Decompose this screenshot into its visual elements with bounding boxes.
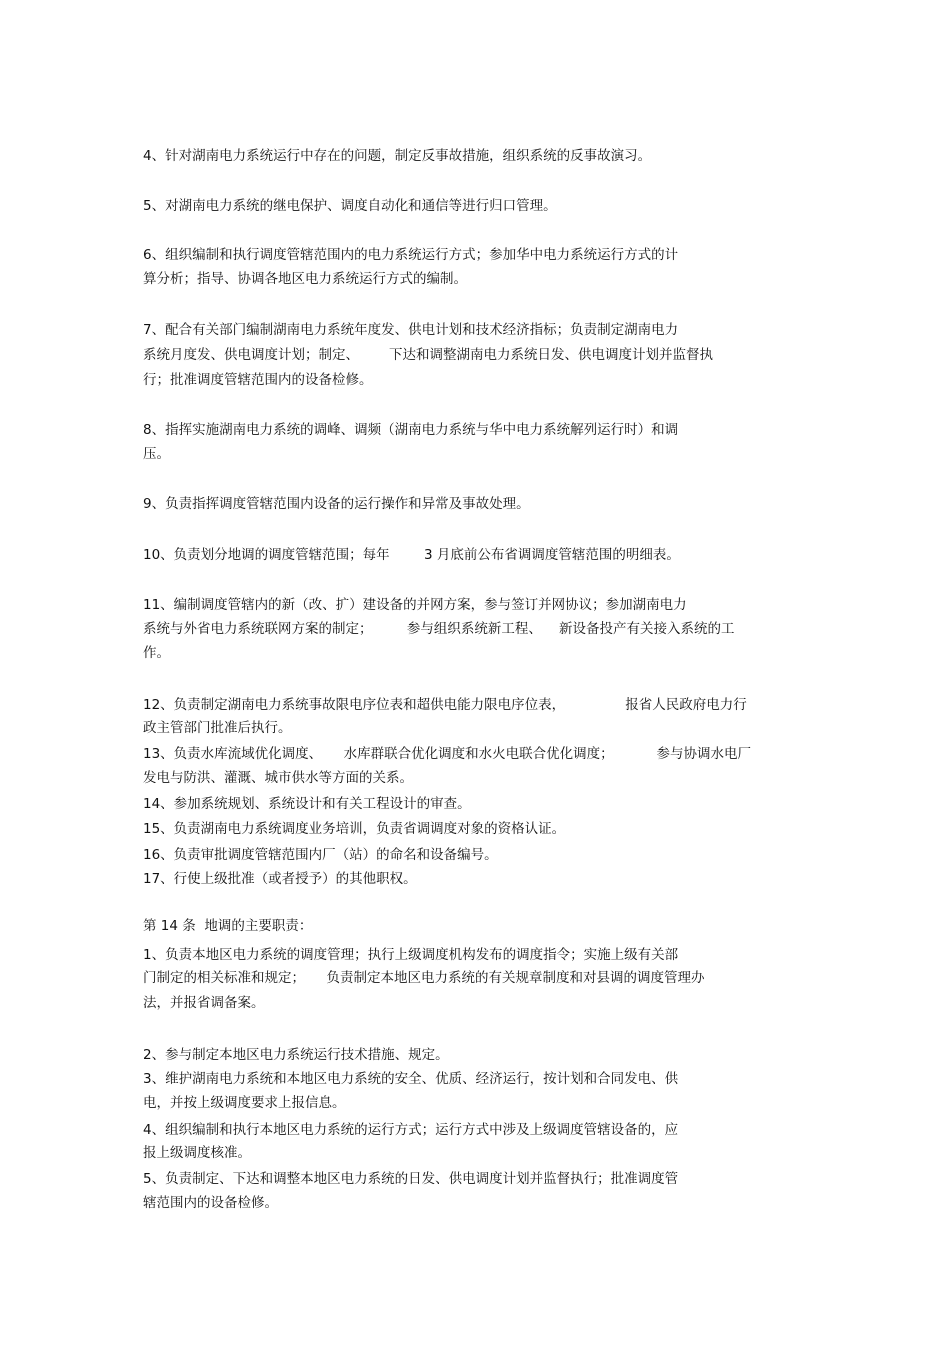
text-line: 报上级调度核准。 [143,1145,251,1161]
text-line: 4、针对湖南电力系统运行中存在的问题，制定反事故措施，组织系统的反事故演习。 [143,148,652,164]
text-line: 作。 [143,645,170,661]
text-line: 法，并报省调备案。 [143,995,265,1011]
text-line: 4、组织编制和执行本地区电力系统的运行方式；运行方式中涉及上级调度管辖设备的，应 [143,1122,679,1138]
text-line: 门制定的相关标准和规定； 负责制定本地区电力系统的有关规章制度和对县调的调度管理办 [143,970,705,986]
text-line: 6、组织编制和执行调度管辖范围内的电力系统运行方式；参加华中电力系统运行方式的计 [143,247,679,263]
text-line: 算分析；指导、协调各地区电力系统运行方式的编制。 [143,271,467,287]
text-line: 8、指挥实施湖南电力系统的调峰、调频（湖南电力系统与华中电力系统解列运行时）和调 [143,422,679,438]
text-line: 电，并按上级调度要求上报信息。 [143,1095,346,1111]
text-line: 10、负责划分地调的调度管辖范围；每年 3 月底前公布省调调度管辖范围的明细表。 [143,547,680,563]
text-line: 12、负责制定湖南电力系统事故限电序位表和超供电能力限电序位表， 报省人民政府电力行 [143,697,747,713]
text-line: 7、配合有关部门编制湖南电力系统年度发、供电计划和技术经济指标；负责制定湖南电力 [143,322,679,338]
section-heading: 第 14 条 地调的主要职责： [143,918,313,934]
text-line: 3、维护湖南电力系统和本地区电力系统的安全、优质、经济运行，按计划和合同发电、供 [143,1071,679,1087]
text-line: 发电与防洪、灌溉、城市供水等方面的关系。 [143,770,413,786]
text-line: 9、负责指挥调度管辖范围内设备的运行操作和异常及事故处理。 [143,496,530,512]
text-line: 14、参加系统规划、系统设计和有关工程设计的审查。 [143,796,471,812]
text-line: 系统月度发、供电调度计划；制定、 下达和调整湖南电力系统日发、供电调度计划并监督执 [143,347,714,363]
text-line: 17、行使上级批准（或者授予）的其他职权。 [143,871,417,887]
text-line: 5、对湖南电力系统的继电保护、调度自动化和通信等进行归口管理。 [143,198,557,214]
text-line: 15、负责湖南电力系统调度业务培训，负责省调调度对象的资格认证。 [143,821,566,837]
text-line: 5、负责制定、下达和调整本地区电力系统的日发、供电调度计划并监督执行；批准调度管 [143,1171,679,1187]
text-line: 辖范围内的设备检修。 [143,1195,278,1211]
text-line: 行；批准调度管辖范围内的设备检修。 [143,372,373,388]
text-line: 13、负责水库流域优化调度、 水库群联合优化调度和水火电联合优化调度； 参与协调水电厂 [143,746,752,762]
text-line: 1、负责本地区电力系统的调度管理；执行上级调度机构发布的调度指令；实施上级有关部 [143,947,679,963]
text-line: 2、参与制定本地区电力系统运行技术措施、规定。 [143,1047,449,1063]
text-line: 11、编制调度管辖内的新（改、扩）建设备的并网方案，参与签订并网协议；参加湖南电力 [143,597,687,613]
text-line: 政主管部门批准后执行。 [143,720,292,736]
text-line: 系统与外省电力系统联网方案的制定； 参与组织系统新工程、 新设备投产有关接入系统的工 [143,621,735,637]
text-line: 压。 [143,446,170,462]
text-line: 16、负责审批调度管辖范围内厂（站）的命名和设备编号。 [143,847,498,863]
